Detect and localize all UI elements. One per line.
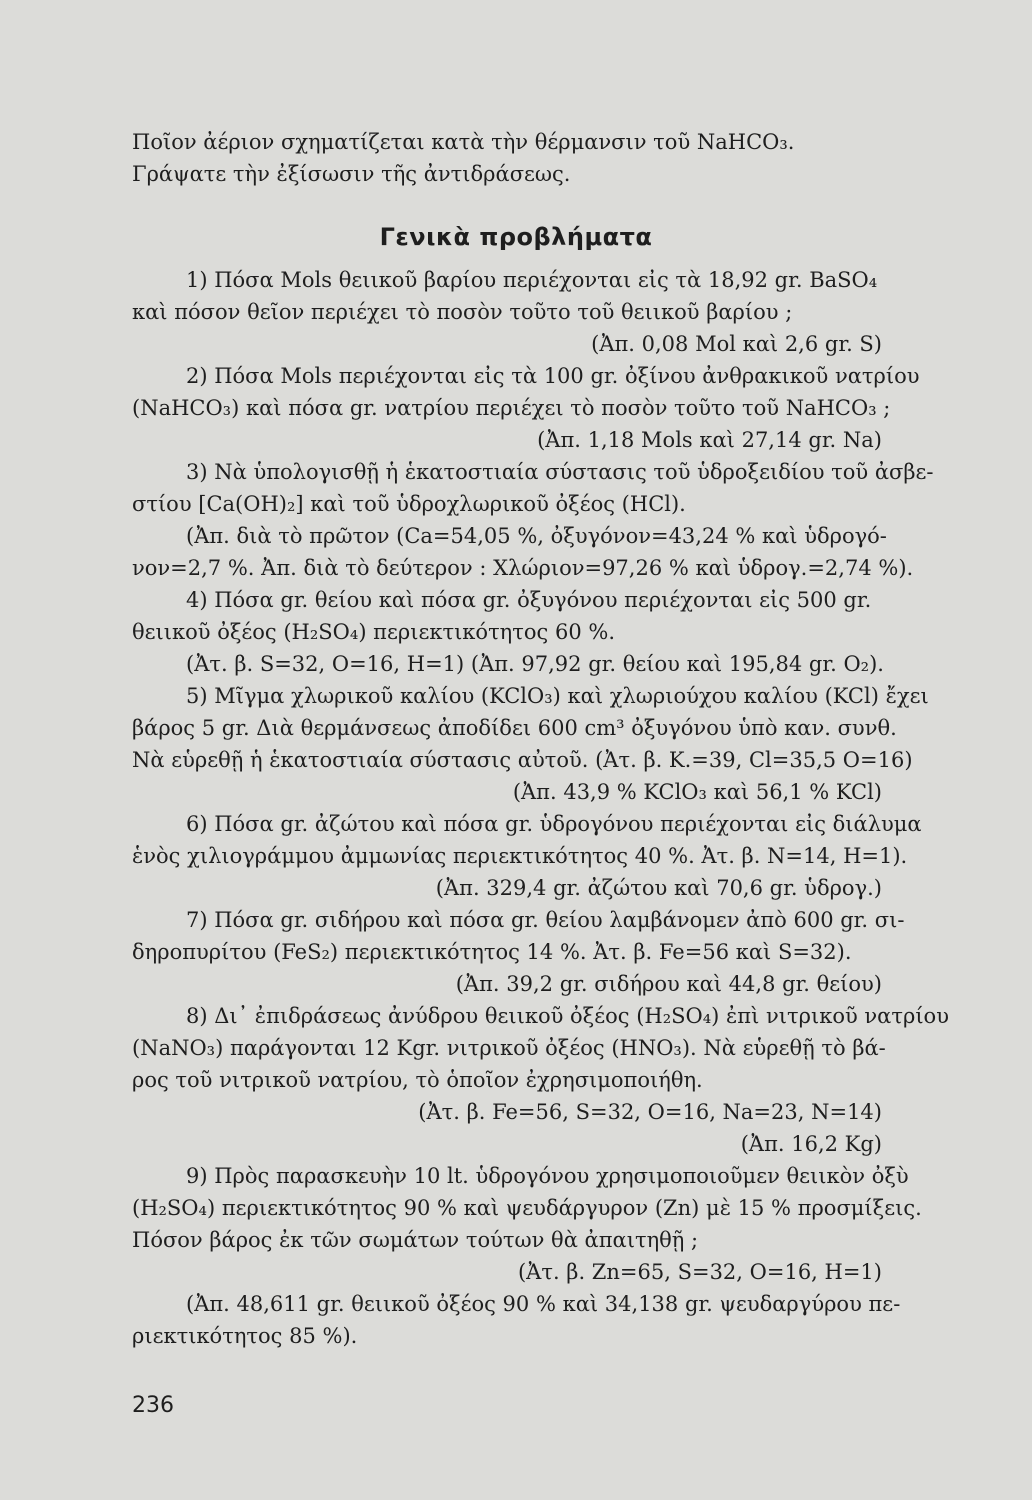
text-line: 7) Πόσα gr. σιδήρου καὶ πόσα gr. θείου λαμβάνομεν ἀπὸ 600 gr. σι- [186,908,905,932]
text-line: 2) Πόσα Mols περιέχονται εἰς τὰ 100 gr. ὀξίνου ἀνθρακικοῦ νατρίου [186,364,920,388]
page-number: 236 [132,1393,174,1418]
text-line: νον=2,7 %. Ἀπ. διὰ τὸ δεύτερον : Χλώριον=97,26 % καὶ ὑδρογ.=2,74 %). [132,556,914,580]
answer-line: (Ἀπ. 329,4 gr. ἀζώτου καὶ 70,6 gr. ὑδρογ.) [435,876,882,900]
text-line: καὶ πόσον θεῖον περιέχει τὸ ποσὸν τοῦτο τοῦ θειικοῦ βαρίου ; [132,300,793,324]
answer-line: (Ἀτ. β. Zn=65, S=32, O=16, H=1) [517,1260,882,1284]
answer-line: (Ἀτ. β. S=32, O=16, H=1) (Ἀπ. 97,92 gr. θείου καὶ 195,84 gr. O₂). [186,652,884,676]
text-line: (NaNO₃) παράγονται 12 Kgr. νιτρικοῦ ὀξέος (HNO₃). Νὰ εὑρεθῇ τὸ βά- [132,1036,886,1060]
text-line: 5) Μῖγμα χλωρικοῦ καλίου (KClO₃) καὶ χλωριούχου καλίου (KCl) ἔχει [186,684,929,708]
text-line: (NaHCO₃) καὶ πόσα gr. νατρίου περιέχει τὸ ποσὸν τοῦτο τοῦ NaHCO₃ ; [132,396,891,420]
text-line: 8) Δι᾽ ἐπιδράσεως ἀνύδρου θειικοῦ ὀξέος (H₂SO₄) ἐπὶ νιτρικοῦ νατρίου [186,1004,949,1028]
text-line: 9) Πρὸς παρασκευὴν 10 lt. ὑδρογόνου χρησιμοποιοῦμεν θειικὸν ὀξὺ [186,1164,909,1188]
text-line: 6) Πόσα gr. ἀζώτου καὶ πόσα gr. ὑδρογόνου περιέχονται εἰς διάλυμα [186,812,922,836]
intro-line: Γράψατε τὴν ἐξίσωσιν τῆς ἀντιδράσεως. [132,162,571,186]
text-line: στίου [Ca(OH)₂] καὶ τοῦ ὑδροχλωρικοῦ ὀξέος (HCl). [132,492,686,516]
answer-line: (Ἀπ. 0,08 Mol καὶ 2,6 gr. S) [591,332,882,356]
text-line: 4) Πόσα gr. θείου καὶ πόσα gr. ὀξυγόνου περιέχονται εἰς 500 gr. [186,588,872,612]
answer-line: (Ἀπ. 43,9 % KClO₃ καὶ 56,1 % KCl) [512,780,882,804]
text-line: δηροπυρίτου (FeS₂) περιεκτικότητος 14 %. Ἀτ. β. Fe=56 καὶ S=32). [132,940,852,964]
answer-line: (Ἀπ. 39,2 gr. σιδήρου καὶ 44,8 gr. θείου) [455,972,882,996]
text-line: Νὰ εὑρεθῇ ἡ ἑκατοστιαία σύστασις αὐτοῦ. (Ἀτ. β. K.=39, Cl=35,5 O=16) [132,748,913,772]
text-line: ἑνὸς χιλιογράμμου ἀμμωνίας περιεκτικότητος 40 %. Ἀτ. β. N=14, H=1). [132,844,908,868]
answer-line: (Ἀτ. β. Fe=56, S=32, O=16, Na=23, N=14) [418,1100,882,1124]
intro-line: Ποῖον ἀέριον σχηματίζεται κατὰ τὴν θέρμανσιν τοῦ NaHCO₃. [132,130,795,154]
text-line: (Ἀπ. διὰ τὸ πρῶτον (Ca=54,05 %, ὀξυγόνον=43,24 % καὶ ὑδρογό- [186,524,887,548]
text-line: βάρος 5 gr. Διὰ θερμάνσεως ἀποδίδει 600 cm³ ὀξυγόνου ὑπὸ καν. συνθ. [132,716,897,740]
text-line: 3) Νὰ ὑπολογισθῇ ἡ ἑκατοστιαία σύστασις τοῦ ὑδροξειδίου τοῦ ἀσβε- [186,460,934,484]
text-line: Πόσον βάρος ἐκ τῶν σωμάτων τούτων θὰ ἀπαιτηθῇ ; [132,1228,699,1252]
text-line: 1) Πόσα Mols θειικοῦ βαρίου περιέχονται εἰς τὰ 18,92 gr. BaSO₄ [186,268,878,292]
answer-line: ριεκτικότητος 85 %). [132,1324,358,1348]
text-line: (H₂SO₄) περιεκτικότητος 90 % καὶ ψευδάργυρον (Zn) μὲ 15 % προσμίξεις. [132,1196,922,1220]
text-line: θειικοῦ ὀξέος (H₂SO₄) περιεκτικότητος 60 %. [132,620,615,644]
text-line: ρος τοῦ νιτρικοῦ νατρίου, τὸ ὁποῖον ἐχρησιμοποιήθη. [132,1068,703,1092]
section-heading: Γενικὰ προβλήματα [379,223,653,251]
answer-line: (Ἀπ. 48,611 gr. θειικοῦ ὀξέος 90 % καὶ 34,138 gr. ψευδαργύρου πε- [186,1292,901,1316]
answer-line: (Ἀπ. 1,18 Mols καὶ 27,14 gr. Na) [537,428,882,452]
answer-line: (Ἀπ. 16,2 Kg) [740,1132,882,1156]
